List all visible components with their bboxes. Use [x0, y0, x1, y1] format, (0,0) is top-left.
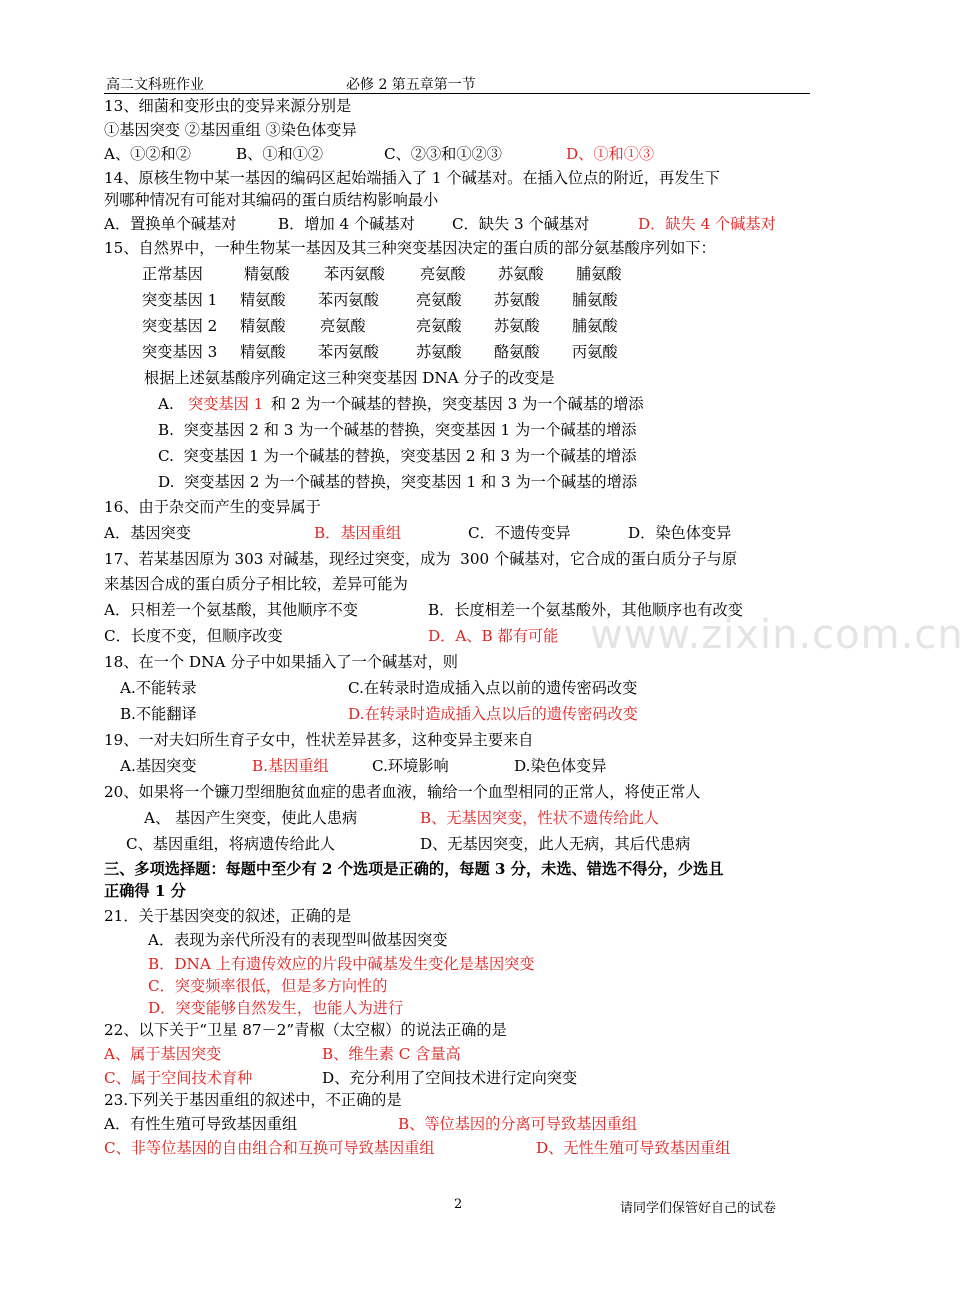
q15-row-label: 正常基因: [142, 265, 203, 283]
q15-row-label: 突变基因 1: [142, 291, 218, 309]
q13-stem: 13、细菌和变形虫的变异来源分别是: [104, 97, 352, 115]
q15-question: 根据上述氨基酸序列确定这三种突变基因 DNA 分子的改变是: [144, 369, 555, 387]
q18-option-a: A.不能转录: [120, 679, 197, 697]
q17-option-b: B．长度相差一个氨基酸外，其他顺序也有改变: [428, 601, 743, 619]
q21-option-a: A．表现为亲代所没有的表现型叫做基因突变: [148, 931, 448, 949]
q17-option-a: A．只相差一个氨基酸，其他顺序不变: [104, 601, 358, 619]
q14-option-a: A．置换单个碱基对: [104, 215, 237, 233]
q17-option-c: C．长度不变，但顺序改变: [104, 627, 283, 645]
header-chapter-label: 必修 2 第五章第一节: [346, 77, 476, 93]
q15-cell: 精氨酸: [240, 343, 286, 361]
q14-stem-line2: 列哪种情况有可能对其编码的蛋白质结构影响最小: [104, 191, 439, 209]
q15-cell: 脯氨酸: [572, 291, 618, 309]
q15-cell: 亮氨酸: [416, 291, 462, 309]
q15-option-a-letter: A.: [158, 395, 174, 413]
q14-option-c: C．缺失 3 个碱基对: [452, 215, 590, 233]
q19-option-a: A.基因突变: [120, 757, 197, 775]
q19-stem: 19、一对夫妇所生育子女中，性状差异甚多，这种变异主要来自: [104, 731, 534, 749]
q23-option-d-answer: D、无性生殖可导致基因重组: [536, 1139, 731, 1157]
q13-option-c: C、②③和①②③: [384, 145, 502, 163]
q15-row-label: 突变基因 3: [142, 343, 218, 361]
q23-option-a: A．有性生殖可导致基因重组: [104, 1115, 298, 1133]
q23-option-c-answer: C、非等位基因的自由组合和互换可导致基因重组: [104, 1139, 435, 1157]
q15-stem: 15、自然界中，一种生物某一基因及其三种突变基因决定的蛋白质的部分氨基酸序列如下：: [104, 239, 716, 257]
q20-option-b-answer: B、无基因突变，性状不遗传给此人: [420, 809, 659, 827]
q16-option-a: A．基因突变: [104, 524, 191, 542]
q15-cell: 亮氨酸: [420, 265, 466, 283]
q16-option-b-answer: B．基因重组: [314, 524, 402, 542]
q14-option-d-answer: D．缺失 4 个碱基对: [638, 215, 776, 233]
q15-cell: 苯丙氨酸: [318, 343, 379, 361]
q21-stem: 21．关于基因突变的叙述，正确的是: [104, 907, 352, 925]
q21-option-b-answer: B．DNA 上有遗传效应的片段中碱基发生变化是基因突变: [148, 955, 535, 973]
q17-stem-line2: 来基因合成的蛋白质分子相比较，差异可能为: [104, 575, 408, 593]
q21-option-d-answer: D．突变能够自然发生，也能人为进行: [148, 999, 404, 1017]
q15-cell: 脯氨酸: [572, 317, 618, 335]
q15-cell: 苏氨酸: [416, 343, 462, 361]
q22-option-b-answer: B、维生素 C 含量高: [322, 1045, 461, 1063]
q22-option-d: D、充分利用了空间技术进行定向突变: [322, 1069, 578, 1087]
q15-cell: 精氨酸: [244, 265, 290, 283]
q15-cell: 亮氨酸: [416, 317, 462, 335]
page-number: 2: [454, 1197, 463, 1212]
q23-option-b-answer: B、等位基因的分离可导致基因重组: [398, 1115, 637, 1133]
q15-option-d: D. 突变基因 2 为一个碱基的替换，突变基因 1 和 3 为一个碱基的增添: [158, 473, 637, 491]
header-class-label: 高二文科班作业: [106, 77, 204, 93]
q17-option-d-answer: D．A、B 都有可能: [428, 627, 559, 645]
q15-cell: 苏氨酸: [498, 265, 544, 283]
q15-cell: 苏氨酸: [494, 291, 540, 309]
q15-cell: 亮氨酸: [320, 317, 366, 335]
q15-cell: 精氨酸: [240, 291, 286, 309]
q13-option-b: B、①和①②: [236, 145, 324, 163]
q19-option-c: C.环境影响: [372, 757, 449, 775]
q18-option-d-answer: D.在转录时造成插入点以后的遗传密码改变: [348, 705, 638, 723]
q20-option-d: D、无基因突变，此人无病，其后代患病: [420, 835, 691, 853]
q16-option-c: C．不遗传变异: [468, 524, 571, 542]
q20-stem: 20、如果将一个镰刀型细胞贫血症的患者血液，输给一个血型相同的正常人，将使正常人: [104, 783, 701, 801]
q15-cell: 精氨酸: [240, 317, 286, 335]
q15-option-a-answer-part: 突变基因 1: [188, 395, 264, 413]
q20-option-a: A、 基因产生突变，使此人患病: [144, 809, 358, 827]
q18-stem: 18、在一个 DNA 分子中如果插入了一个碱基对，则: [104, 653, 458, 671]
header-divider: [104, 93, 810, 94]
q17-stem-line1: 17、若某基因原为 303 对碱基，现经过突变，成为 300 个碱基对，它合成的蛋白质分子与原: [104, 550, 738, 568]
q14-stem-line1: 14、原核生物中某一基因的编码区起始端插入了 1 个碱基对。在插入位点的附近，再发生下: [104, 169, 720, 187]
q18-option-c: C.在转录时造成插入点以前的遗传密码改变: [348, 679, 638, 697]
q15-cell: 酪氨酸: [494, 343, 540, 361]
q15-option-a-rest: 和 2 为一个碱基的替换，突变基因 3 为一个碱基的增添: [266, 395, 644, 413]
q15-option-b: B. 突变基因 2 和 3 为一个碱基的替换，突变基因 1 为一个碱基的增添: [158, 421, 637, 439]
footer-note: 请同学们保管好自己的试卷: [620, 1201, 777, 1216]
q22-option-c-answer: C、属于空间技术育种: [104, 1069, 253, 1087]
q15-cell: 脯氨酸: [576, 265, 622, 283]
q20-option-c: C、基因重组，将病遗传给此人: [126, 835, 336, 853]
q22-option-a-answer: A、属于基因突变: [104, 1045, 222, 1063]
section-3-heading-line2: 正确得 1 分: [104, 882, 186, 900]
q15-cell: 苯丙氨酸: [324, 265, 385, 283]
watermark: www.zixin.com.cn: [590, 612, 964, 658]
q15-cell: 苏氨酸: [494, 317, 540, 335]
q19-option-b-answer: B.基因重组: [252, 757, 329, 775]
q13-items: ①基因突变 ②基因重组 ③染色体变异: [104, 121, 357, 139]
q15-cell: 丙氨酸: [572, 343, 618, 361]
q13-option-d-answer: D、①和①③: [566, 145, 655, 163]
q21-option-c-answer: C．突变频率很低，但是多方向性的: [148, 977, 388, 995]
q15-option-c: C. 突变基因 1 为一个碱基的替换，突变基因 2 和 3 为一个碱基的增添: [158, 447, 637, 465]
q13-option-a: A、①②和②: [104, 145, 191, 163]
section-3-heading-line1: 三、多项选择题：每题中至少有 2 个选项是正确的，每题 3 分，未选、错选不得分，少选且: [104, 860, 724, 878]
q14-option-b: B．增加 4 个碱基对: [278, 215, 415, 233]
q16-stem: 16、由于杂交而产生的变异属于: [104, 498, 321, 516]
q15-row-label: 突变基因 2: [142, 317, 218, 335]
q18-option-b: B.不能翻译: [120, 705, 197, 723]
q22-stem: 22、以下关于“卫星 87－2”青椒（太空椒）的说法正确的是: [104, 1021, 507, 1039]
q15-cell: 苯丙氨酸: [318, 291, 379, 309]
q19-option-d: D.染色体变异: [514, 757, 607, 775]
q16-option-d: D．染色体变异: [628, 524, 732, 542]
q23-stem: 23.下列关于基因重组的叙述中，不正确的是: [104, 1091, 402, 1109]
